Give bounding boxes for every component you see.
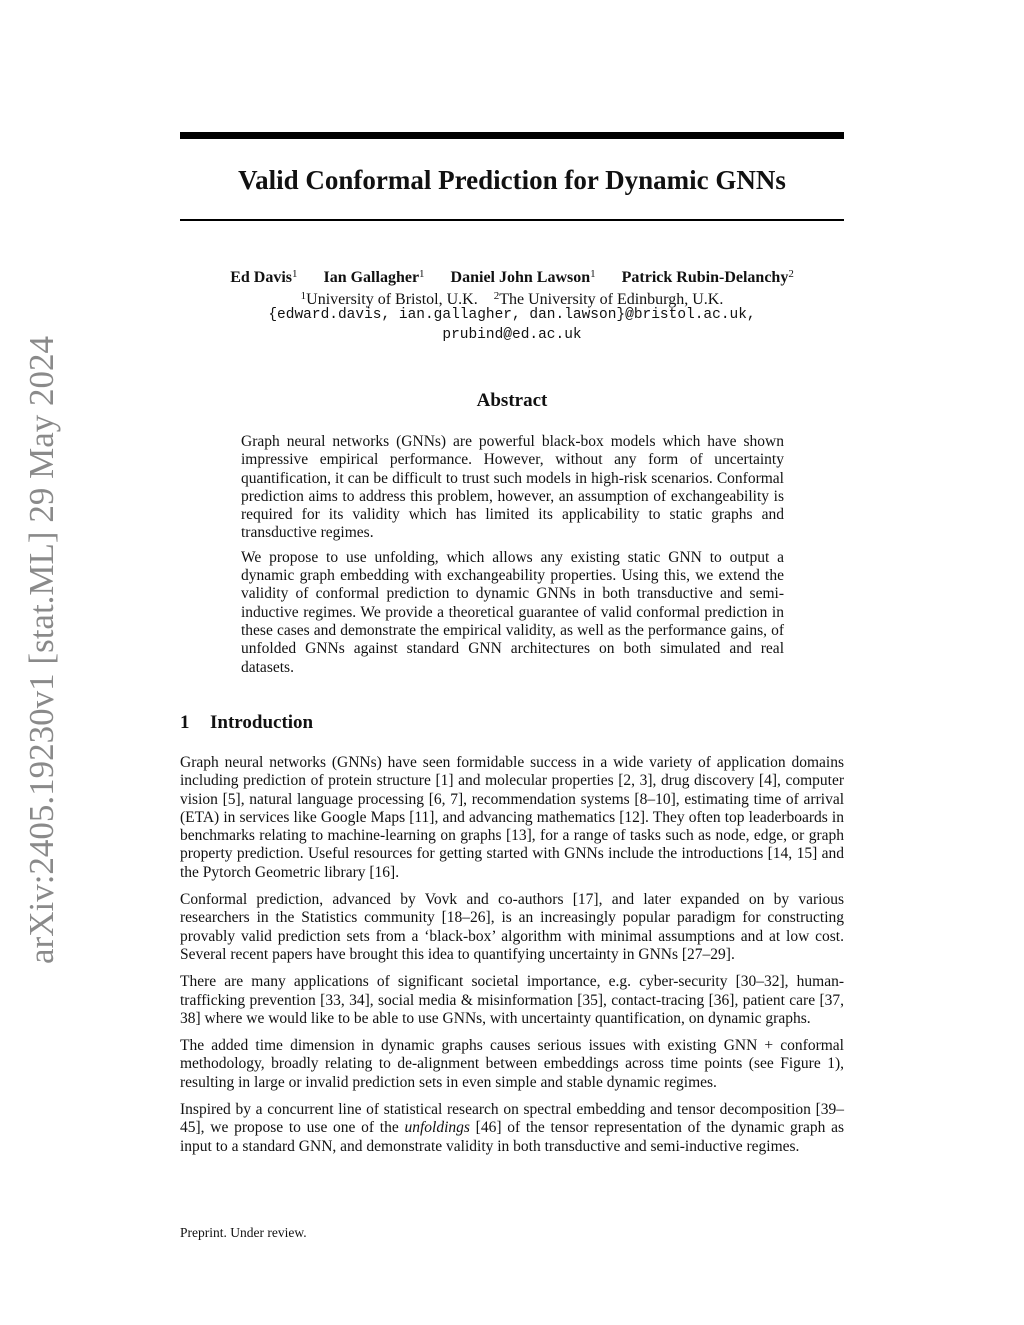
affiliation-marker: 1 — [419, 268, 425, 280]
introduction-body — [180, 754, 844, 1165]
author — [230, 269, 297, 286]
author-name: Ed Davis — [230, 269, 292, 286]
paragraph-text: Inspired by a concurrent line of statistical research on spectral embedding and tensor decomposition [39–45], we propose to use one of the — [180, 1101, 844, 1137]
emphasized-term: unfoldings — [404, 1119, 470, 1137]
author — [451, 269, 596, 286]
author-name: Daniel John Lawson — [450, 269, 591, 286]
affiliation-marker: 1 — [291, 268, 298, 280]
abstract-paragraph: We propose to use unfolding, which allows any existing static GNN to output a dynamic graph embedding with exchangeability properties. Using this, we extend the validity of conformal prediction to dynamic GNNs in both transductive and semi-inductive regimes. We provide a theoretical guarantee of valid conformal prediction in these cases and demonstrate the empirical validity, as well as the performance gains, of unfolded GNNs against standard GNN architectures on both simulated and real datasets. — [241, 548, 784, 676]
author-name: Ian Gallagher — [323, 269, 420, 286]
email-line[interactable]: {edward.davis, ian.gallagher, dan.lawson}@bristol.ac.uk, — [268, 307, 756, 323]
email-line[interactable]: prubind@ed.ac.uk — [442, 327, 582, 343]
affiliation-text: The University of Edinburgh, U.K. — [499, 291, 724, 308]
affiliation-marker: 2 — [788, 268, 794, 280]
affiliation-marker: 1 — [590, 268, 596, 280]
paragraph-text: [46] of the tensor representation of the dynamic graph as input to a standard GNN, and demonstrate validity in both transductive and semi-inductive regimes. — [180, 1119, 844, 1155]
affiliation-number: 2 — [493, 290, 500, 302]
body-paragraph: Conformal prediction, advanced by Vovk and co-authors [17], and later expanded on by various researchers in the Statistics community [18–26], is an increasingly popular paradigm for constructing provably valid prediction sets from a ‘black-box’ algorithm with minimal assumptions and at low cost. Several recent papers have brought this idea to quantifying uncertainty in GNNs [27–29]. — [180, 891, 844, 963]
title-top-rule — [180, 132, 844, 139]
preprint-footer: Preprint. Under review. — [180, 1225, 307, 1240]
title-bottom-rule — [180, 219, 844, 221]
affiliation-text: University of Bristol, U.K. — [306, 291, 478, 308]
author-name: Patrick Rubin-Delanchy — [621, 269, 789, 286]
section-title: Introduction — [210, 712, 314, 733]
author — [323, 269, 424, 286]
paper-title: Valid Conformal Prediction for Dynamic GNNs — [238, 165, 786, 195]
section-heading — [180, 711, 313, 735]
body-paragraph: The added time dimension in dynamic graphs causes serious issues with existing GNN + conformal methodology, broadly relating to de-alignment between embeddings across time points (see Figure 1), resulting in large or invalid prediction sets in even simple and stable dynamic regimes. — [180, 1037, 844, 1091]
affiliation-number: 1 — [300, 290, 307, 302]
abstract-body — [241, 433, 784, 683]
body-paragraph: There are many applications of significant societal importance, e.g. cyber-security [30–32], human-trafficking prevention [33, 34], social media & misinformation [35], contact-tracing [36], patient care [37, 38] where we would like to be able to use GNNs, with uncertainty quantification, on dynamic graphs. — [180, 973, 844, 1027]
body-paragraph — [180, 1101, 844, 1156]
body-paragraph: Graph neural networks (GNNs) have seen formidable success in a wide variety of application domains including prediction of protein structure [1] and molecular properties [2, 3], drug discovery [4], computer vision [5], natural language processing [6, 7], recommendation systems [8–10], estimating time of arrival (ETA) in services like Google Maps [11], and advancing mathematics [12]. They often top leaderboards in benchmarks relating to machine-learning on graphs [13], for a range of tasks such as node, edge, or graph property prediction. Useful resources for getting started with GNNs include the introductions [14, 15] and the Pytorch Geometric library [16]. — [180, 754, 844, 881]
section-number: 1 — [180, 712, 190, 733]
abstract-paragraph: Graph neural networks (GNNs) are powerful black-box models which have shown impressive empirical performance. However, without any form of uncertainty quantification, it can be difficult to trust such models in high-risk scenarios. Conformal prediction aims to address this problem, however, an assumption of exchangeability is required for its validity which has limited its applicability to static graphs and transductive regimes. — [241, 433, 784, 542]
author — [622, 269, 794, 286]
arxiv-identifier-stamp: arXiv:2405.19230v1 [stat.ML] 29 May 2024 — [22, 336, 61, 964]
author-emails — [180, 305, 844, 345]
abstract-heading: Abstract — [476, 390, 548, 411]
